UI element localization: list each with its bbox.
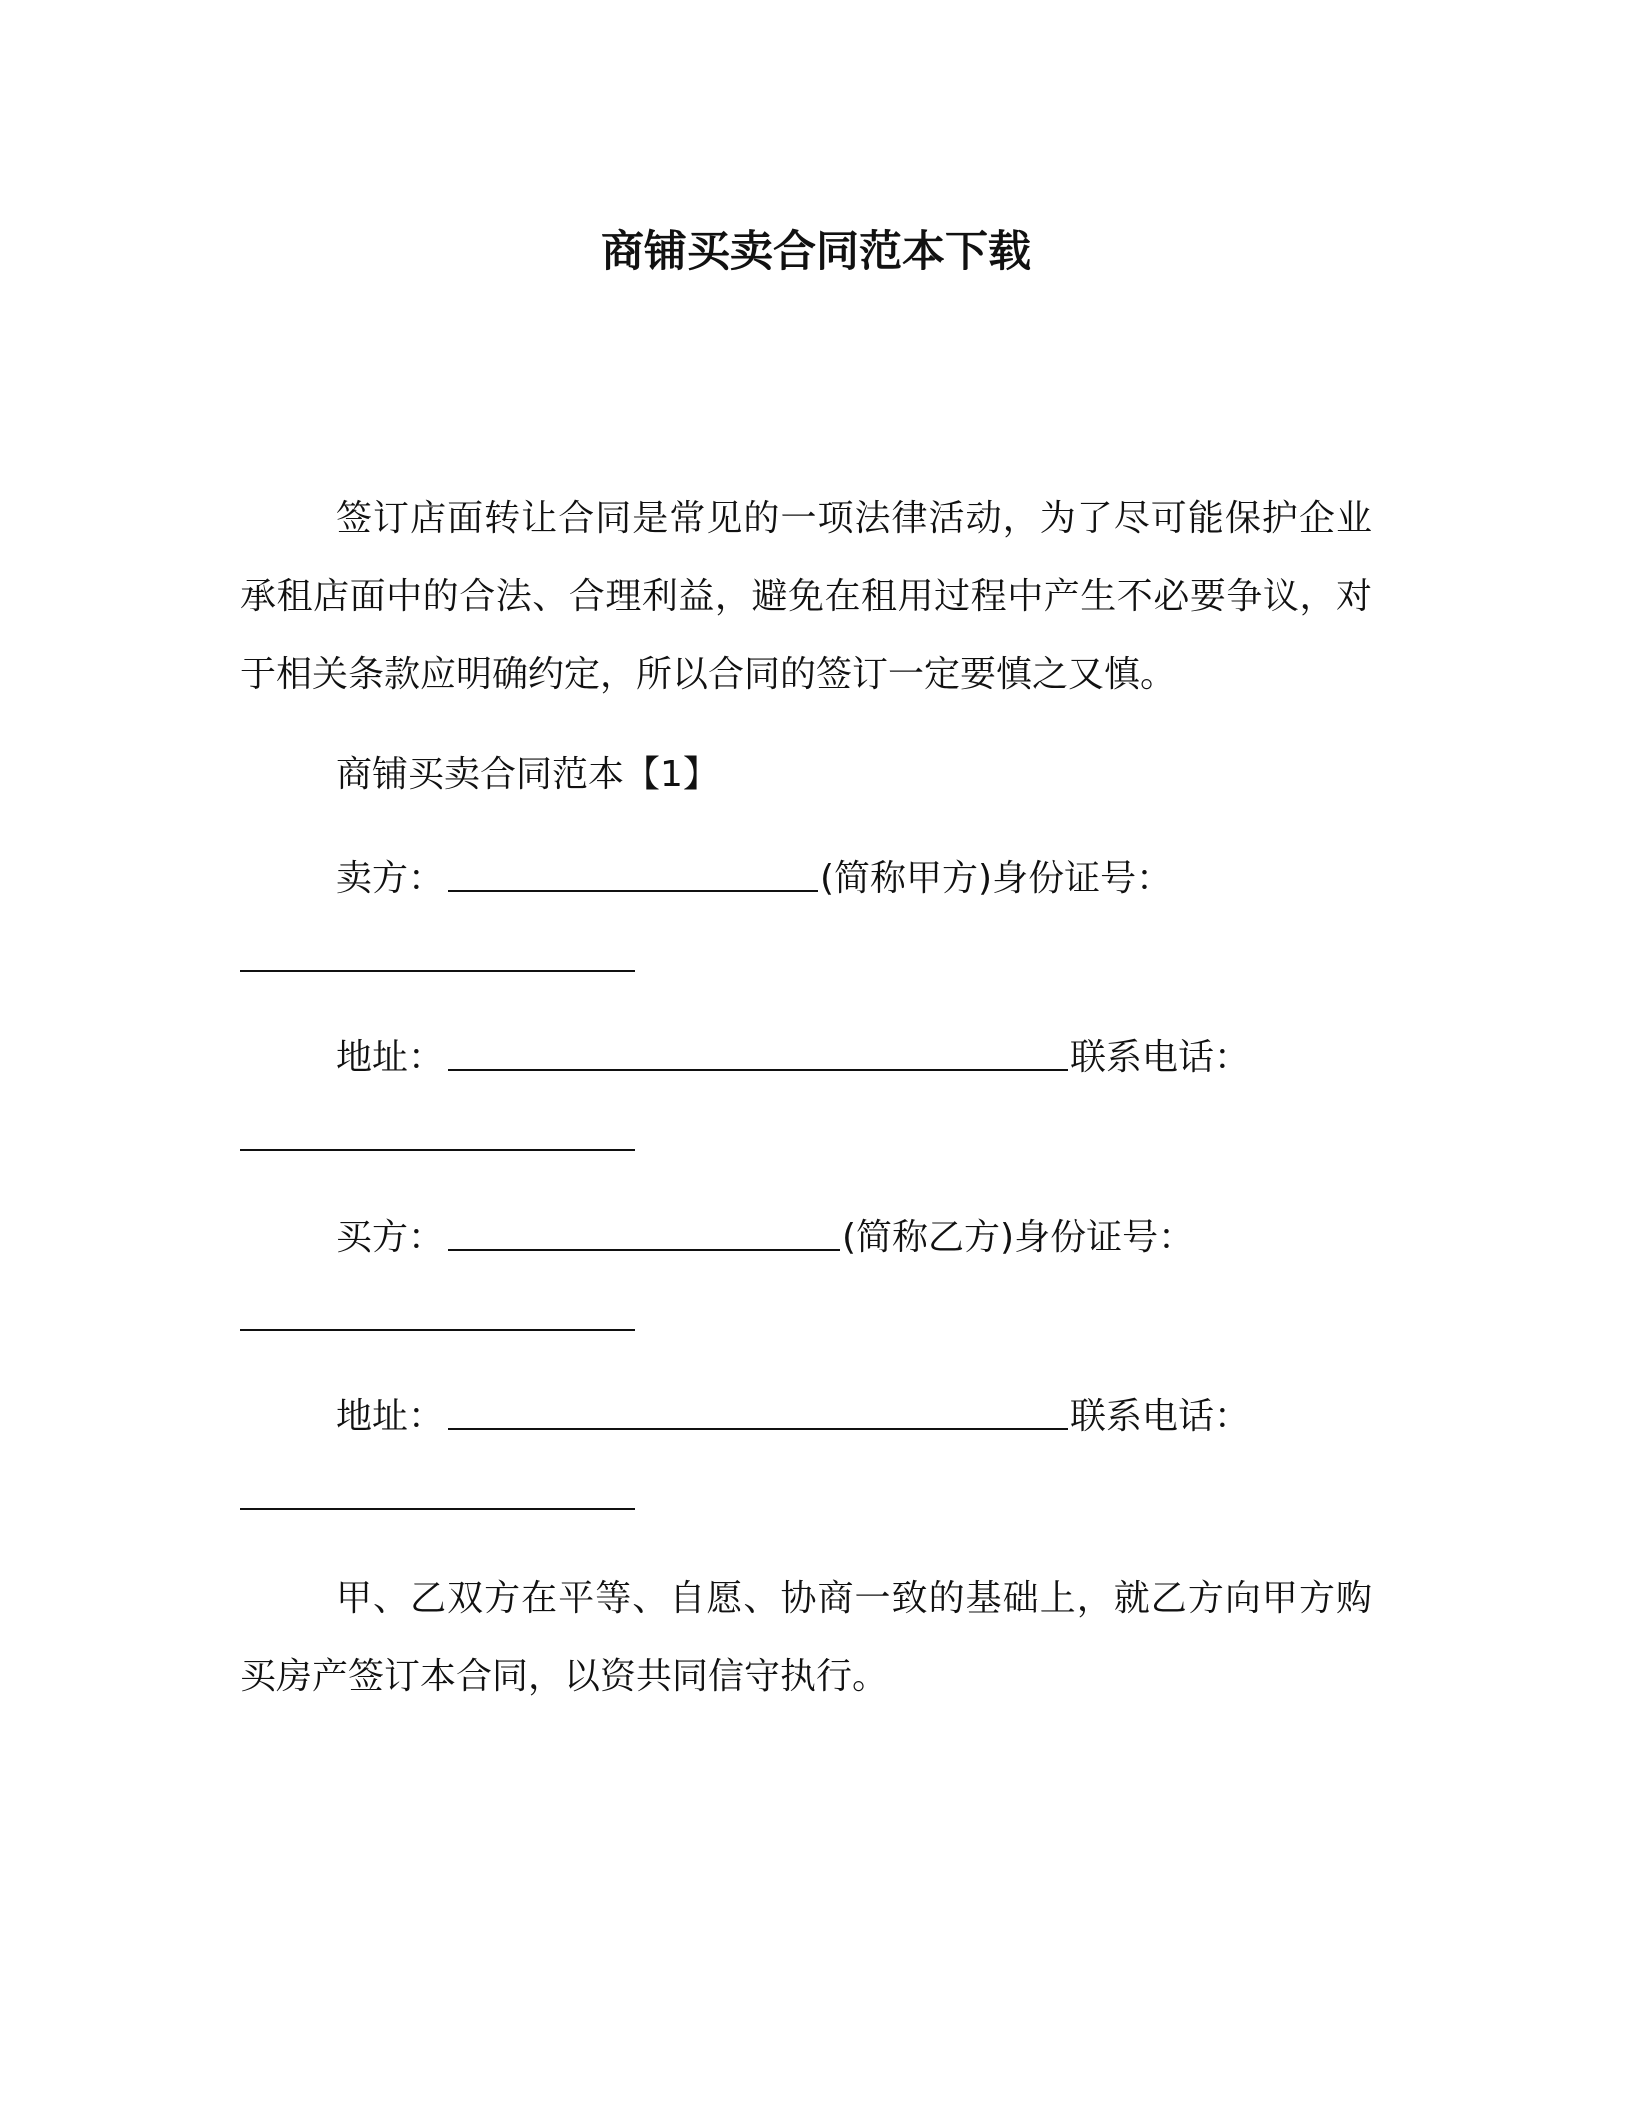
buyer-phone-label: 联系电话： — [1070, 1396, 1251, 1437]
seller-id-blank[interactable] — [240, 970, 635, 972]
seller-alias-label: (简称甲方)身份证号： — [820, 858, 1173, 899]
seller-phone-label: 联系电话： — [1070, 1037, 1251, 1078]
seller-name-blank[interactable] — [448, 890, 818, 892]
intro-paragraph: 签订店面转让合同是常见的一项法律活动，为了尽可能保护企业承租店面中的合法、合理利益，避免在租用过程中产生不必要争议，对于相关条款应明确约定，所以合同的签订一定要慎之又慎。 — [240, 498, 1372, 695]
buyer-label: 买方： — [336, 1217, 445, 1258]
buyer-alias-label: (简称乙方)身份证号： — [842, 1217, 1195, 1258]
buyer-address-label: 地址： — [336, 1396, 445, 1437]
buyer-address-line — [336, 1393, 1250, 1441]
seller-line — [336, 855, 1172, 903]
buyer-line — [336, 1214, 1194, 1262]
seller-address-label: 地址： — [336, 1037, 445, 1078]
document-title: 商铺买卖合同范本下载 — [601, 227, 1031, 277]
section-heading: 商铺买卖合同范本【1】 — [336, 754, 719, 795]
buyer-phone-blank[interactable] — [240, 1508, 635, 1510]
seller-address-line — [336, 1034, 1250, 1082]
buyer-address-blank[interactable] — [448, 1428, 1068, 1430]
seller-address-blank[interactable] — [448, 1069, 1068, 1071]
buyer-name-blank[interactable] — [448, 1249, 840, 1251]
seller-label: 卖方： — [336, 858, 445, 899]
seller-phone-blank[interactable] — [240, 1149, 635, 1151]
closing-paragraph: 甲、乙双方在平等、自愿、协商一致的基础上，就乙方向甲方购买房产签订本合同，以资共同信守执行。 — [240, 1578, 1372, 1697]
buyer-id-blank[interactable] — [240, 1329, 635, 1331]
